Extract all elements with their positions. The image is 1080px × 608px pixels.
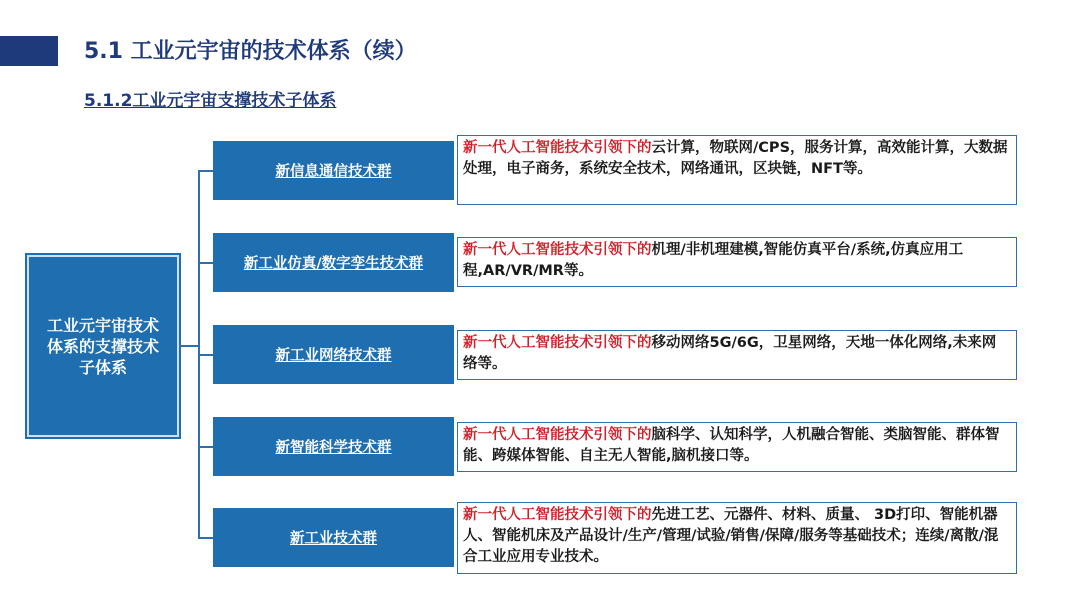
description-lead: 新一代人工智能技术引领下的 [463,140,652,156]
group-label: 新信息通信技术群 [275,164,392,180]
connector-branch-5 [198,537,213,539]
page-subtitle: 5.1.2工业元宇宙支撑技术子体系 [84,91,337,111]
description-lead: 新一代人工智能技术引领下的 [463,507,652,523]
group-box-intelligence-science[interactable] [213,417,454,476]
description-detail: 移动网络5G/6G，卫星网络，天地一体化网络,未来网络等。 [463,335,997,372]
group-description [457,422,1017,472]
group-description [457,135,1017,205]
description-lead: 新一代人工智能技术引领下的 [463,427,652,443]
connector-branch-2 [198,262,213,264]
group-description [457,502,1017,574]
connector-branch-4 [198,446,213,448]
root-node-label: 工业元宇宙技术体系的支撑技术子体系 [46,315,159,377]
description-detail: 云计算，物联网/CPS，服务计算，高效能计算，大数据处理，电子商务，系统安全技术，网络通讯，区块链，NFT等。 [463,140,1008,177]
description-lead: 新一代人工智能技术引领下的 [463,242,652,258]
group-box-industrial-tech[interactable] [213,508,454,567]
group-description [457,330,1017,380]
corner-accent-bar [0,36,58,66]
root-node [27,255,179,437]
connector-branch-1 [198,170,213,172]
description-detail: 机理/非机理建模,智能仿真平台/系统,仿真应用工程,AR/VR/MR等。 [463,242,964,279]
connector-root-to-trunk [179,345,199,347]
group-box-simulation-digital-twin[interactable] [213,233,454,292]
group-label: 新工业网络技术群 [275,348,392,364]
page-title: 5.1 工业元宇宙的技术体系（续） [84,39,417,64]
group-box-industrial-network[interactable] [213,325,454,384]
group-label: 新智能科学技术群 [275,440,392,456]
description-lead: 新一代人工智能技术引领下的 [463,335,652,351]
description-detail: 先进工艺、元器件、材料、质量、 3D打印、智能机器人、智能机床及产品设计/生产/管理/试验/销售/保障/服务等基础技术；连续/离散/混合工业应用专业技术。 [463,507,999,565]
description-detail: 脑科学、认知科学，人机融合智能、类脑智能、群体智能、跨媒体智能、自主无人智能,脑机接口等。 [463,427,1000,464]
group-label: 新工业技术群 [290,531,377,547]
group-label: 新工业仿真/数字孪生技术群 [243,256,424,272]
group-box-info-comm[interactable] [213,141,454,200]
group-description [457,237,1017,287]
connector-branch-3 [198,354,213,356]
